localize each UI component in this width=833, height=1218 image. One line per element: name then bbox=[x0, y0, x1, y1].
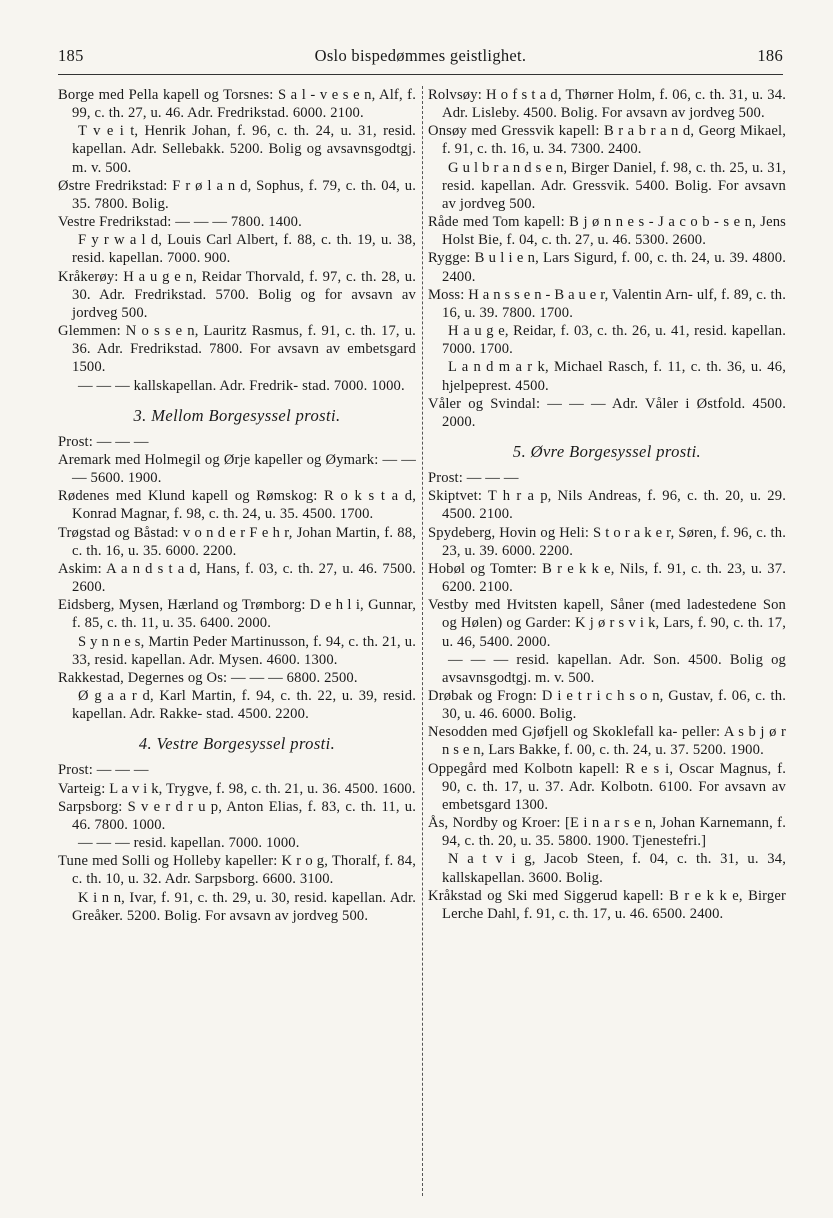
entry: Tune med Solli og Holleby kapeller: K r o g, Thoralf, f. 84, c. th. 10, u. 32. Adr. Sarpsborg. 6600. 3100. bbox=[58, 853, 416, 888]
right-column bbox=[428, 86, 786, 923]
page-title: Oslo bispedømmes geistlighet. bbox=[314, 46, 527, 65]
entry: Prost: — — — bbox=[58, 762, 149, 779]
page-number-right: 186 bbox=[757, 46, 783, 65]
entry: Ås, Nordby og Kroer: [E i n a r s e n, Johan Karnemann, f. 94, c. th. 20, u. 35. 5800. 1900. Tjenestefri.] bbox=[428, 815, 786, 850]
entry: Vestby med Hvitsten kapell, Såner (med ladestedene Son og Hølen) og Garder: K j ø r s v i k, Lars, f. 90, c. th. 17, u. 46, 5400. 2000. bbox=[428, 597, 786, 650]
entry: T v e i t, Henrik Johan, f. 96, c. th. 24, u. 31, resid. kapellan. Adr. Sellebakk. 5200. Bolig og avsavnsgodtgj. m. v. 500. bbox=[72, 123, 416, 176]
entry: — — — resid. kapellan. 7000. 1000. bbox=[78, 835, 300, 852]
page-number-left: 185 bbox=[58, 46, 84, 65]
section-heading: 4. Vestre Borgesyssel prosti. bbox=[138, 734, 336, 754]
entry: — — — kallskapellan. Adr. Fredrik- stad. 7000. 1000. bbox=[78, 377, 405, 394]
entry: Rygge: B u l i e n, Lars Sigurd, f. 00, c. th. 24, u. 39. 4800. 2400. bbox=[428, 250, 786, 285]
entry: Våler og Svindal: — — — Adr. Våler i Østfold. 4500. 2000. bbox=[428, 395, 786, 430]
entry: Oppegård med Kolbotn kapell: R e s i, Oscar Magnus, f. 90, c. th. 17, u. 37. Adr. Kolbotn. 6100. For avsavn av embetsgard 1300. bbox=[428, 760, 786, 813]
left-column bbox=[58, 86, 416, 925]
entry: — — — resid. kapellan. Adr. Son. 4500. Bolig og avsavnsgodtgj. m. v. 500. bbox=[442, 651, 786, 686]
entry: Prost: — — — bbox=[428, 470, 519, 487]
entry: Hobøl og Tomter: B r e k k e, Nils, f. 91, c. th. 23, u. 37. 6200. 2100. bbox=[428, 560, 786, 596]
entry: Kråkerøy: H a u g e n, Reidar Thorvald, f. 97, c. th. 28, u. 30. Adr. Fredrikstad. 5700. Bolig og for avsavn av jordveg 500. bbox=[58, 268, 416, 321]
entry: Østre Fredrikstad: F r ø l a n d, Sophus, f. 79, c. th. 04, u. 35. 7800. Bolig. bbox=[58, 177, 416, 212]
entry: Glemmen: N o s s e n, Lauritz Rasmus, f. 91, c. th. 17, u. 36. Adr. Fredrikstad. 7800. For avsavn av embetsgard 1500. bbox=[58, 323, 416, 376]
entry: Kråkstad og Ski med Siggerud kapell: B r e k k e, Birger Lerche Dahl, f. 91, c. th. 17, u. 46. 6500. 2400. bbox=[428, 887, 786, 922]
entry: G u l b r a n d s e n, Birger Daniel, f. 98, c. th. 25, u. 31, resid. kapellan. Adr. Gressvik. 5400. Bolig. For avsavn av jordveg 500. bbox=[442, 159, 786, 212]
header-rule bbox=[58, 74, 783, 75]
column-divider bbox=[422, 86, 423, 1196]
entry: Ø g a a r d, Karl Martin, f. 94, c. th. 22, u. 39, resid. kapellan. Adr. Rakke- stad. 4500. 2200. bbox=[72, 688, 416, 723]
entry: F y r w a l d, Louis Carl Albert, f. 88, c. th. 19, u. 38, resid. kapellan. 7000. 900. bbox=[72, 232, 416, 267]
entry: Moss: H a n s s e n - B a u e r, Valentin Arn- ulf, f. 89, c. th. 16, u. 39. 7800. 1700. bbox=[428, 286, 786, 321]
entry: Rødenes med Klund kapell og Rømskog: R o k s t a d, Konrad Magnar, f. 98, c. th. 24, u. 35. 4500. 1700. bbox=[58, 488, 416, 523]
entry: Nesodden med Gjøfjell og Skoklefall ka- peller: A s b j ø r n s e n, Lars Bakke, f. 00, c. th. 24, u. 37. 5200. 1900. bbox=[428, 724, 786, 759]
entry: Varteig: L a v i k, Trygve, f. 98, c. th. 21, u. 36. 4500. 1600. bbox=[58, 780, 416, 797]
entry: S y n n e s, Martin Peder Martinusson, f. 94, c. th. 21, u. 33, resid. kapellan. Adr. Mysen. 4600. 1300. bbox=[72, 633, 416, 668]
entry: Onsøy med Gressvik kapell: B r a b r a n d, Georg Mikael, f. 91, c. th. 16, u. 34. 7300. 2400. bbox=[428, 123, 786, 158]
entry: L a n d m a r k, Michael Rasch, f. 11, c. th. 36, u. 46, hjelpeprest. 4500. bbox=[442, 359, 786, 394]
entry: Borge med Pella kapell og Torsnes: S a l - v e s e n, Alf, f. 99, c. th. 27, u. 46. Adr. Fredrikstad. 6000. 2100. bbox=[58, 87, 416, 122]
entry: Vestre Fredrikstad: — — — 7800. 1400. bbox=[58, 214, 302, 231]
entry: H a u g e, Reidar, f. 03, c. th. 26, u. 41, resid. kapellan. 7000. 1700. bbox=[442, 323, 786, 358]
entry: Trøgstad og Båstad: v o n d e r F e h r, Johan Martin, f. 88, c. th. 16, u. 35. 6000. 2200. bbox=[58, 524, 416, 559]
entry: Aremark med Holmegil og Ørje kapeller og Øymark: — — — 5600. 1900. bbox=[58, 451, 416, 487]
section-heading: 3. Mellom Borgesyssel prosti. bbox=[133, 405, 341, 425]
entry: Skiptvet: T h r a p, Nils Andreas, f. 96, c. th. 20, u. 29. 4500. 2100. bbox=[428, 488, 786, 523]
entry: Prost: — — — bbox=[58, 433, 149, 450]
entry: Rolvsøy: H o f s t a d, Thørner Holm, f. 06, c. th. 31, u. 34. Adr. Lisleby. 4500. Bolig. For avsavn av jordveg 500. bbox=[428, 87, 786, 122]
entry: Eidsberg, Mysen, Hærland og Trømborg: D e h l i, Gunnar, f. 85, c. th. 11, u. 35. 6400. 2000. bbox=[58, 597, 416, 632]
entry: K i n n, Ivar, f. 91, c. th. 29, u. 30, resid. kapellan. Adr. Greåker. 5200. Bolig. For avsavn av jordveg 500. bbox=[72, 889, 416, 924]
entry: Råde med Tom kapell: B j ø n n e s - J a c o b - s e n, Jens Holst Bie, f. 04, c. th. 27, u. 46. 5300. 2600. bbox=[428, 214, 786, 249]
entry: Rakkestad, Degernes og Os: — — — 6800. 2500. bbox=[58, 669, 358, 686]
entry: Drøbak og Frogn: D i e t r i c h s o n, Gustav, f. 06, c. th. 30, u. 46. 6000. Bolig. bbox=[428, 688, 786, 723]
entry: N a t v i g, Jacob Steen, f. 04, c. th. 31, u. 34, kallskapellan. 3600. Bolig. bbox=[442, 851, 786, 886]
running-header bbox=[58, 46, 783, 72]
section-heading: 5. Øvre Borgesyssel prosti. bbox=[512, 441, 702, 461]
entry: Askim: A a n d s t a d, Hans, f. 03, c. th. 27, u. 46. 7500. 2600. bbox=[58, 560, 416, 596]
entry: Spydeberg, Hovin og Heli: S t o r a k e r, Søren, f. 96, c. th. 23, u. 39. 6000. 2200. bbox=[428, 524, 786, 559]
entry: Sarpsborg: S v e r d r u p, Anton Elias, f. 83, c. th. 11, u. 46. 7800. 1000. bbox=[58, 798, 416, 833]
